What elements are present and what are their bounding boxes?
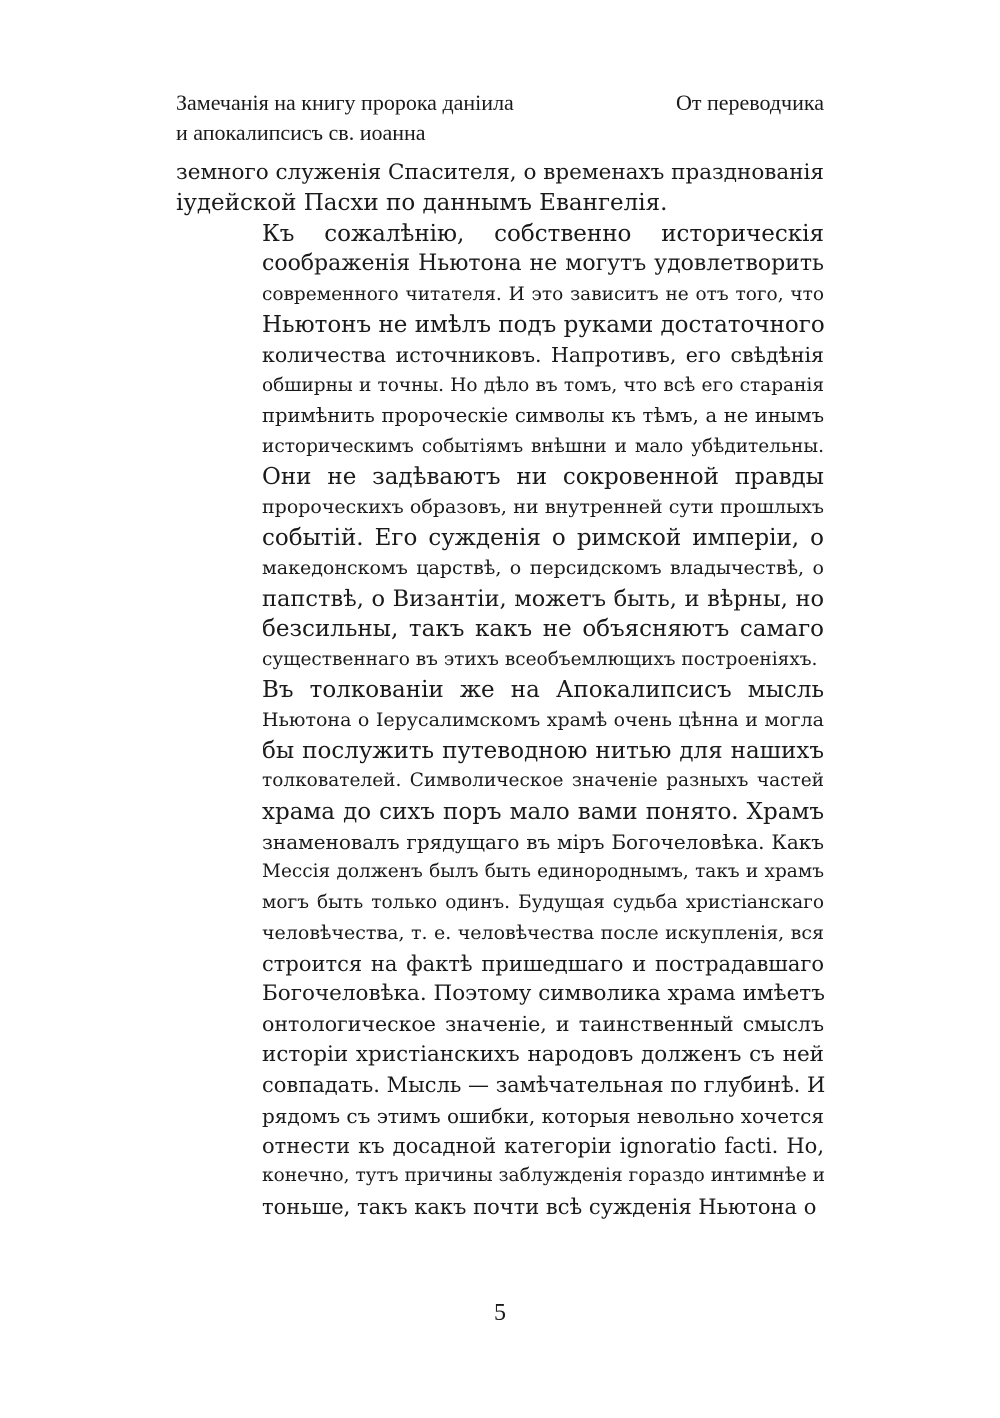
text-line: македонскомъ царствѣ, о персидскомъ владычествѣ, о xyxy=(262,557,824,580)
text-line: Мессія долженъ былъ быть единороднымъ, такъ и храмъ xyxy=(262,861,824,883)
text-line: папствѣ, о Византіи, можетъ быть, и вѣрны, но xyxy=(262,585,824,612)
text-line: іудейской Пасхи по даннымъ Евангелія. xyxy=(176,190,668,217)
text-line: бы послужить путеводною нитью для нашихъ xyxy=(262,737,824,764)
text-line: современного читателя. И это зависитъ не отъ того, что xyxy=(262,283,824,305)
text-line: строится на фактѣ пришедшаго и пострадавшаго xyxy=(262,951,824,976)
paragraph-1 xyxy=(176,158,824,219)
book-title-line-2: и апокалипсисъ св. иоанна xyxy=(176,120,426,145)
text-line: рядомъ съ этимъ ошибки, которыя невольно хочется xyxy=(262,1103,824,1128)
text-line: существеннаго въ этихъ всеобъемлющихъ построеніяхъ. xyxy=(262,648,818,670)
text-line: тоньше, такъ какъ почти всѣ сужденія Ньютона о xyxy=(262,1194,817,1219)
running-header xyxy=(176,88,824,148)
text-line: Къ сожалѣнію, собственно историческія xyxy=(262,220,824,247)
text-line: совпадать. Мысль — замѣчательная по глубинѣ. И xyxy=(262,1073,826,1098)
text-line: конечно, тутъ причины заблужденія гораздо интимнѣе и xyxy=(262,1165,825,1187)
text-line: знаменовалъ грядущаго въ міръ Богочеловѣка. Какъ xyxy=(262,829,824,854)
text-line: исторіи христіанскихъ народовъ долженъ съ ней xyxy=(262,1041,824,1067)
text-line: могъ быть только одинъ. Будущая судьба христіанскаго xyxy=(262,891,824,913)
text-line: количества источниковъ. Напротивъ, его свѣдѣнія xyxy=(262,343,824,368)
paragraph-3 xyxy=(176,675,824,1222)
text-line: земного служенія Спасителя, о временахъ празднованія xyxy=(176,160,824,185)
text-line: обширны и точны. Но дѣло въ томъ, что всѣ его старанія xyxy=(262,374,824,396)
text-line: примѣнить пророческіе символы къ тѣмъ, а не инымъ xyxy=(262,404,824,428)
book-title-line-1: Замечанія на книгу пророка даніила xyxy=(176,90,514,115)
text-line: пророческихъ образовъ, ни внутренней сути прошлыхъ xyxy=(262,496,824,519)
text-line: толкователей. Символическое значеніе разныхъ частей xyxy=(262,770,824,792)
text-line: человѣчества, т. е. человѣчества после искупленія, вся xyxy=(262,922,824,945)
page-number: 5 xyxy=(494,1300,506,1326)
text-line: Они не задѣваютъ ни сокровенной правды xyxy=(262,464,824,491)
text-line: отнести къ досадной категоріи ignoratio facti. Но, xyxy=(262,1134,824,1158)
text-line: Богочеловѣка. Поэтому символика храма имѣетъ xyxy=(262,980,825,1006)
paragraph-2 xyxy=(176,219,824,675)
text-line: Въ толкованіи же на Апокалипсисъ мысль xyxy=(262,676,824,703)
book-title xyxy=(176,88,606,148)
text-line: историческимъ событіямъ внѣшни и мало убѣдительны. xyxy=(262,435,824,457)
text-line: онтологическое значеніе, и таинственный смыслъ xyxy=(262,1012,824,1037)
text-line: безсильны, такъ какъ не объясняютъ самаго xyxy=(262,616,824,643)
text-line: Ньютона о Іерусалимскомъ храмѣ очень цѣнна и могла xyxy=(262,709,824,732)
text-line: событій. Его сужденія о римской имперіи, о xyxy=(262,524,824,551)
text-line: храма до сихъ поръ мало вами понято. Храмъ xyxy=(262,798,824,825)
body-text xyxy=(176,158,824,1222)
text-line: соображенія Ньютона не могутъ удовлетворить xyxy=(262,251,824,277)
text-line: Ньютонъ не имѣлъ подъ руками достаточного xyxy=(262,312,825,339)
section-title: От переводчика xyxy=(675,90,824,115)
